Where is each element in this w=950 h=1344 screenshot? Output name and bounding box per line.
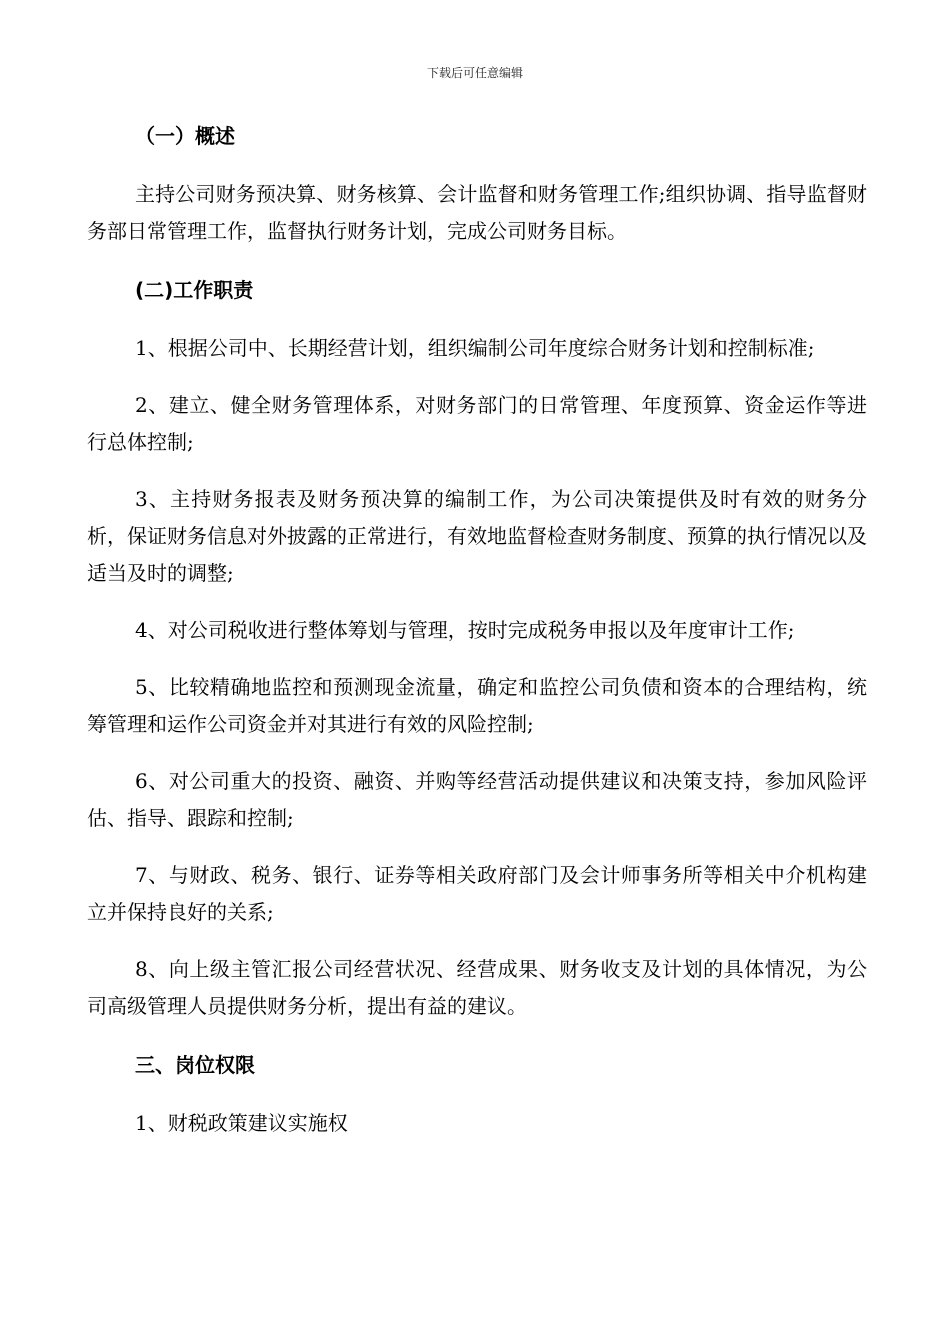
document-body [87,118,867,1142]
duty-item-3: 3、主持财务报表及财务预决算的编制工作，为公司决策提供及时有效的财务分析，保证财务信息对外披露的正常进行，有效地监督检查财务制度、预算的执行情况以及适当及时的调整; [87,487,867,585]
authority-item-1: 1、财税政策建议实施权 [135,1111,348,1135]
duty-item-5: 5、比较精确地监控和预测现金流量，确定和监控公司负债和资本的合理结构，统筹管理和运作公司资金并对其进行有效的风险控制; [87,675,867,736]
duty-item-6: 6、对公司重大的投资、融资、并购等经营活动提供建议和决策支持，参加风险评估、指导、跟踪和控制; [87,769,867,830]
duty-item-1: 1、根据公司中、长期经营计划，组织编制公司年度综合财务计划和控制标准; [135,336,815,360]
duty-item-2: 2、建立、健全财务管理体系，对财务部门的日常管理、年度预算、资金运作等进行总体控制; [87,393,867,454]
duty-item-7: 7、与财政、税务、银行、证券等相关政府部门及会计师事务所等相关中介机构建立并保持良好的关系; [87,863,867,924]
page-header: 下载后可任意编辑 [426,66,523,80]
overview-paragraph: 主持公司财务预决算、财务核算、会计监督和财务管理工作;组织协调、指导监督财务部日常管理工作，监督执行财务计划，完成公司财务目标。 [87,182,867,243]
section-heading-authority: 三、岗位权限 [135,1053,255,1077]
section-heading-duties: (二)工作职责 [135,278,254,302]
duty-item-4: 4、对公司税收进行整体筹划与管理，按时完成税务申报以及年度审计工作; [135,618,795,642]
duty-item-8: 8、向上级主管汇报公司经营状况、经营成果、财务收支及计划的具体情况，为公司高级管理人员提供财务分析，提出有益的建议。 [87,957,867,1018]
section-heading-overview: （一）概述 [135,124,235,148]
